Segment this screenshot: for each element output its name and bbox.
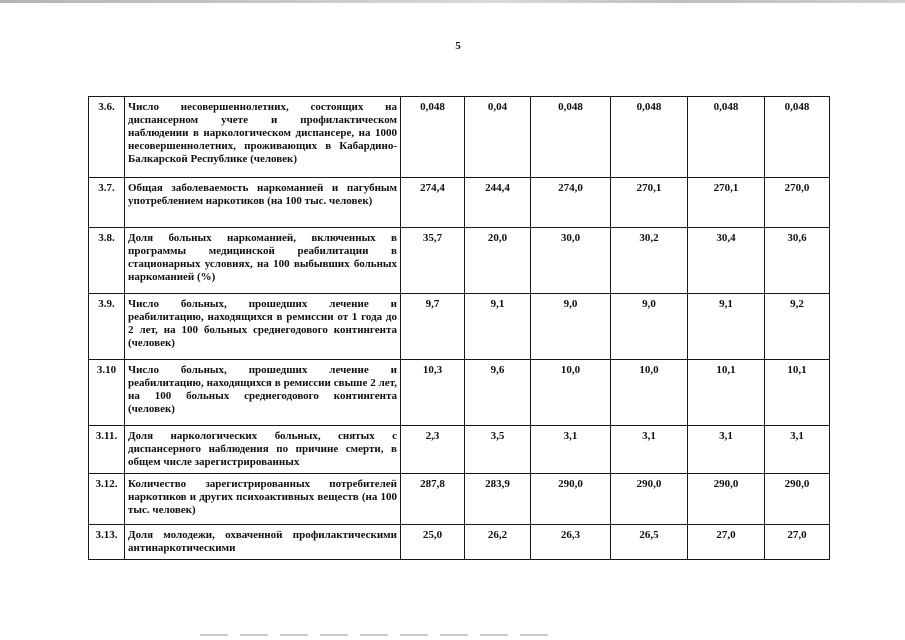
row-value: 290,0 — [531, 474, 611, 525]
row-value: 30,6 — [765, 228, 830, 294]
row-value: 270,0 — [765, 178, 830, 228]
row-number: 3.10 — [89, 360, 125, 426]
row-value: 0,048 — [688, 97, 765, 178]
row-description: Число несовершеннолетних, состоящих на диспансерном учете и профилактическом наблюдении в наркологическом диспансере, на 1000 несовершеннолетних, проживающих в Кабардино-Балкарской Республике (человек) — [125, 97, 401, 178]
row-description: Общая заболеваемость наркоманией и пагубным употреблением наркотиков (на 100 тыс. человек) — [125, 178, 401, 228]
row-value: 290,0 — [765, 474, 830, 525]
scan-edge-top — [0, 0, 905, 3]
row-value: 9,6 — [465, 360, 531, 426]
row-value: 0,048 — [765, 97, 830, 178]
table-row — [89, 97, 830, 178]
row-value: 0,04 — [465, 97, 531, 178]
row-value: 10,1 — [765, 360, 830, 426]
row-number: 3.6. — [89, 97, 125, 178]
row-value: 3,1 — [688, 426, 765, 474]
row-value: 9,2 — [765, 294, 830, 360]
row-value: 27,0 — [688, 525, 765, 560]
row-value: 9,0 — [611, 294, 688, 360]
row-value: 30,0 — [531, 228, 611, 294]
row-value: 26,3 — [531, 525, 611, 560]
row-description: Доля наркологических больных, снятых с диспансерного наблюдения по причине смерти, в общем числе зарегистрированных — [125, 426, 401, 474]
row-value: 0,048 — [531, 97, 611, 178]
row-number: 3.7. — [89, 178, 125, 228]
table-row — [89, 294, 830, 360]
row-value: 244,4 — [465, 178, 531, 228]
row-value: 27,0 — [765, 525, 830, 560]
row-description: Число больных, прошедших лечение и реабилитацию, находящихся в ремиссии свыше 2 лет, на 100 больных среднегодового контингента (человек) — [125, 360, 401, 426]
table-row — [89, 360, 830, 426]
page-number: 5 — [455, 40, 461, 52]
row-value: 283,9 — [465, 474, 531, 525]
table-row — [89, 228, 830, 294]
row-value: 25,0 — [401, 525, 465, 560]
table-row — [89, 178, 830, 228]
row-value: 9,1 — [465, 294, 531, 360]
row-value: 26,5 — [611, 525, 688, 560]
row-description: Доля молодежи, охваченной профилактическими антинаркотическими — [125, 525, 401, 560]
row-description: Число больных, прошедших лечение и реабилитацию, находящихся в ремиссии от 1 года до 2 лет, на 100 больных среднегодового контингента (человек) — [125, 294, 401, 360]
table-row — [89, 426, 830, 474]
row-value: 9,1 — [688, 294, 765, 360]
row-number: 3.9. — [89, 294, 125, 360]
row-value: 30,4 — [688, 228, 765, 294]
row-value: 3,5 — [465, 426, 531, 474]
row-value: 0,048 — [611, 97, 688, 178]
row-value: 270,1 — [611, 178, 688, 228]
row-value: 290,0 — [611, 474, 688, 525]
row-value: 35,7 — [401, 228, 465, 294]
row-value: 26,2 — [465, 525, 531, 560]
row-description: Количество зарегистрированных потребителей наркотиков и других психоактивных веществ (на 100 тыс. человек) — [125, 474, 401, 525]
row-value: 270,1 — [688, 178, 765, 228]
row-value: 290,0 — [688, 474, 765, 525]
indicators-table — [88, 96, 830, 560]
row-value: 2,3 — [401, 426, 465, 474]
row-number: 3.12. — [89, 474, 125, 525]
row-value: 274,4 — [401, 178, 465, 228]
row-value: 9,7 — [401, 294, 465, 360]
row-value: 3,1 — [765, 426, 830, 474]
row-value: 10,0 — [611, 360, 688, 426]
row-value: 274,0 — [531, 178, 611, 228]
row-value: 10,3 — [401, 360, 465, 426]
row-value: 30,2 — [611, 228, 688, 294]
scan-edge-bottom — [200, 634, 560, 636]
row-number: 3.8. — [89, 228, 125, 294]
row-description: Доля больных наркоманией, включенных в программы медицинской реабилитации в стационарных условиях, на 100 выбывших больных наркоманией (%) — [125, 228, 401, 294]
row-value: 0,048 — [401, 97, 465, 178]
row-value: 20,0 — [465, 228, 531, 294]
row-number: 3.11. — [89, 426, 125, 474]
row-value: 287,8 — [401, 474, 465, 525]
table-row — [89, 474, 830, 525]
row-number: 3.13. — [89, 525, 125, 560]
row-value: 10,1 — [688, 360, 765, 426]
row-value: 9,0 — [531, 294, 611, 360]
row-value: 10,0 — [531, 360, 611, 426]
table-row — [89, 525, 830, 560]
row-value: 3,1 — [611, 426, 688, 474]
row-value: 3,1 — [531, 426, 611, 474]
